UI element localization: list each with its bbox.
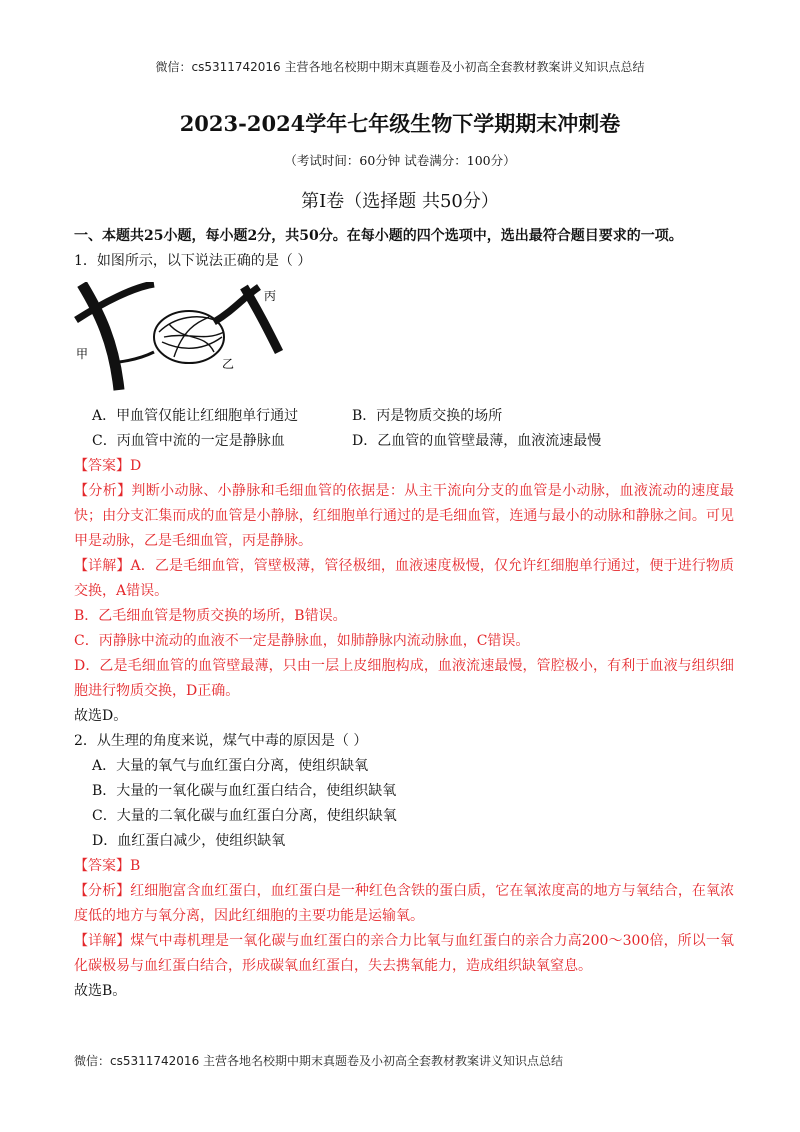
blood-vessel-figure: [74, 282, 284, 392]
label-bing: 丙: [264, 289, 277, 303]
q1-analysis: 【分析】判断小动脉、小静脉和毛细血管的依据是：从主干流向分支的血管是小动脉，血液流动的速度最快；由分支汇集而成的血管是小静脉，红细胞单行通过的是毛细血管，连通与最小的动脉和静脉之间。可见甲是动脉，乙是毛细血管，丙是静脉。: [74, 483, 734, 549]
q2-option-c: C．大量的二氧化碳与血红蛋白分离，使组织缺氧: [92, 808, 397, 824]
section-intro-block: [74, 224, 734, 274]
q2-conclusion: 故选B。: [74, 983, 127, 999]
part-title: 第Ⅰ卷（选择题 共50分）: [301, 191, 499, 212]
exam-subtitle: （考试时间：60分钟 试卷满分：100分）: [284, 153, 516, 168]
q1-options-row2: [74, 429, 734, 454]
q2-analysis: 【分析】红细胞富含血红蛋白，血红蛋白是一种红色含铁的蛋白质，它在氧浓度高的地方与氧结合，在氧浓度低的地方与氧分离，因此红细胞的主要功能是运输氧。: [74, 883, 734, 924]
q1-conclusion: 故选D。: [74, 708, 128, 724]
q1-option-c: C．丙血管中流的一定是静脉血: [92, 433, 285, 449]
q1-option-b: B．丙是物质交换的场所: [352, 408, 503, 424]
q1-detail-b: B．乙毛细血管是物质交换的场所，B错误。: [74, 608, 347, 624]
label-jia: 甲: [76, 347, 89, 361]
q1-detail-c: C．丙静脉中流动的血液不一定是静脉血，如肺静脉内流动脉血，C错误。: [74, 633, 530, 649]
q2-option-a: A．大量的氧气与血红蛋白分离，使组织缺氧: [92, 758, 369, 774]
q1-block: [74, 404, 734, 1004]
q2-detail: 【详解】煤气中毒机理是一氧化碳与血红蛋白的亲合力比氧与血红蛋白的亲合力高200～300倍，所以一氧化碳极易与血红蛋白结合，形成碳氧血红蛋白，失去携氧能力，造成组织缺氧窒息。: [74, 933, 734, 974]
page-header: 微信：cs5311742016 主营各地名校期中期末真题卷及小初高全套教材教案讲义知识点总结: [155, 60, 645, 74]
q2-stem: 2．从生理的角度来说，煤气中毒的原因是（ ）: [74, 733, 368, 749]
exam-title: 2023-2024学年七年级生物下学期期末冲刺卷: [179, 111, 621, 136]
q1-options-row1: [74, 404, 734, 429]
q2-option-d: D．血红蛋白减少，使组织缺氧: [92, 833, 286, 849]
q2-answer: 【答案】B: [74, 858, 141, 874]
q2-option-b: B．大量的一氧化碳与血红蛋白结合，使组织缺氧: [92, 783, 397, 799]
label-yi: 乙: [222, 357, 235, 371]
q1-option-d: D．乙血管的血管壁最薄，血液流速最慢: [352, 433, 602, 449]
q1-detail-a: 【详解】A．乙是毛细血管，管壁极薄，管径极细，血液速度极慢，仅允许红细胞单行通过，便于进行物质交换，A错误。: [74, 558, 734, 599]
page-footer: 微信：cs5311742016 主营各地名校期中期末真题卷及小初高全套教材教案讲义知识点总结: [74, 1054, 564, 1068]
q1-answer: 【答案】D: [74, 458, 142, 474]
q1-option-a: A．甲血管仅能让红细胞单行通过: [92, 408, 299, 424]
q1-stem: 1．如图所示，以下说法正确的是（ ）: [74, 253, 312, 269]
q1-detail-d: D．乙是毛细血管的血管壁最薄，只由一层上皮细胞构成，血液流速最慢，管腔极小，有利于血液与组织细胞进行物质交换，D正确。: [74, 658, 734, 699]
section-intro: 一、本题共25小题，每小题2分，共50分。在每小题的四个选项中，选出最符合题目要求的一项。: [74, 228, 683, 244]
